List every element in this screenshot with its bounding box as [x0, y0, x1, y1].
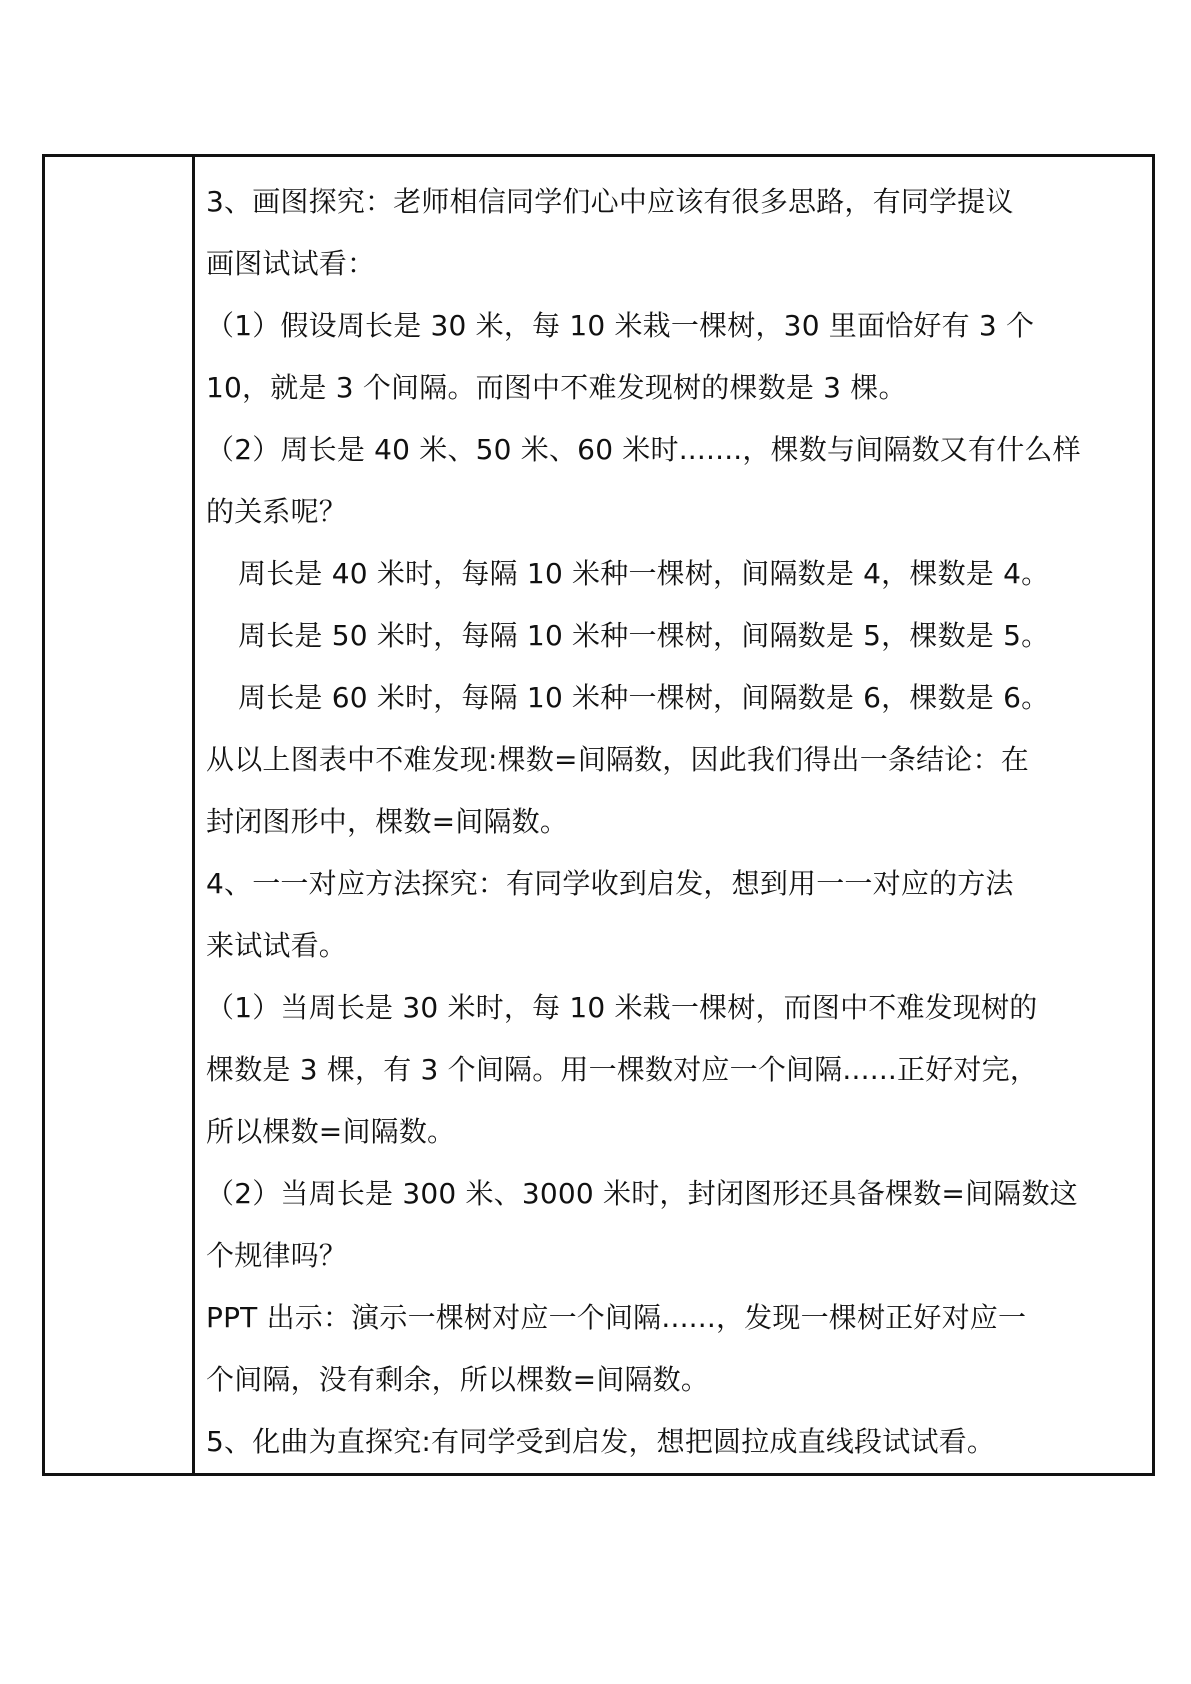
text-line: 个间隔，没有剩余，所以棵数=间隔数。	[206, 1363, 710, 1396]
text-line: 画图试试看：	[206, 247, 376, 280]
text-line: 棵数是 3 棵，有 3 个间隔。用一棵数对应一个间隔......正好对完，	[206, 1053, 1039, 1086]
text-line: 来试试看。	[206, 929, 348, 962]
text-line: 4、一一对应方法探究：有同学收到启发，想到用一一对应的方法	[206, 867, 1014, 900]
text-line: 5、化曲为直探究:有同学受到启发，想把圆拉成直线段试试看。	[206, 1425, 996, 1458]
text-line: 所以棵数=间隔数。	[206, 1115, 456, 1148]
text-line: PPT 出示：演示一棵树对应一个间隔......，发现一棵树正好对应一	[206, 1301, 1027, 1334]
text-line: 周长是 40 米时，每隔 10 米种一棵树，间隔数是 4，棵数是 4。	[238, 557, 1050, 590]
text-line: 周长是 50 米时，每隔 10 米种一棵树，间隔数是 5，棵数是 5。	[238, 619, 1050, 652]
table-left-cell	[45, 157, 195, 1473]
text-line: 个规律吗？	[206, 1239, 348, 1272]
text-line: （2）周长是 40 米、50 米、60 米时.......，棵数与间隔数又有什么样	[206, 433, 1081, 466]
text-line: 的关系呢？	[206, 495, 348, 528]
text-line: 10，就是 3 个间隔。而图中不难发现树的棵数是 3 棵。	[206, 371, 907, 404]
document-table	[42, 154, 1155, 1476]
table-content-cell	[195, 157, 1152, 1473]
text-line: （1）当周长是 30 米时，每 10 米栽一棵树，而图中不难发现树的	[206, 991, 1038, 1024]
text-line: （1）假设周长是 30 米，每 10 米栽一棵树，30 里面恰好有 3 个	[206, 309, 1035, 342]
text-line: 封闭图形中，棵数=间隔数。	[206, 805, 569, 838]
text-line: 3、画图探究：老师相信同学们心中应该有很多思路，有同学提议	[206, 185, 1014, 218]
text-line: （2）当周长是 300 米、3000 米时，封闭图形还具备棵数=间隔数这	[206, 1177, 1078, 1210]
text-line: 从以上图表中不难发现:棵数=间隔数，因此我们得出一条结论：在	[206, 743, 1029, 776]
text-line: 周长是 60 米时，每隔 10 米种一棵树，间隔数是 6，棵数是 6。	[238, 681, 1050, 714]
